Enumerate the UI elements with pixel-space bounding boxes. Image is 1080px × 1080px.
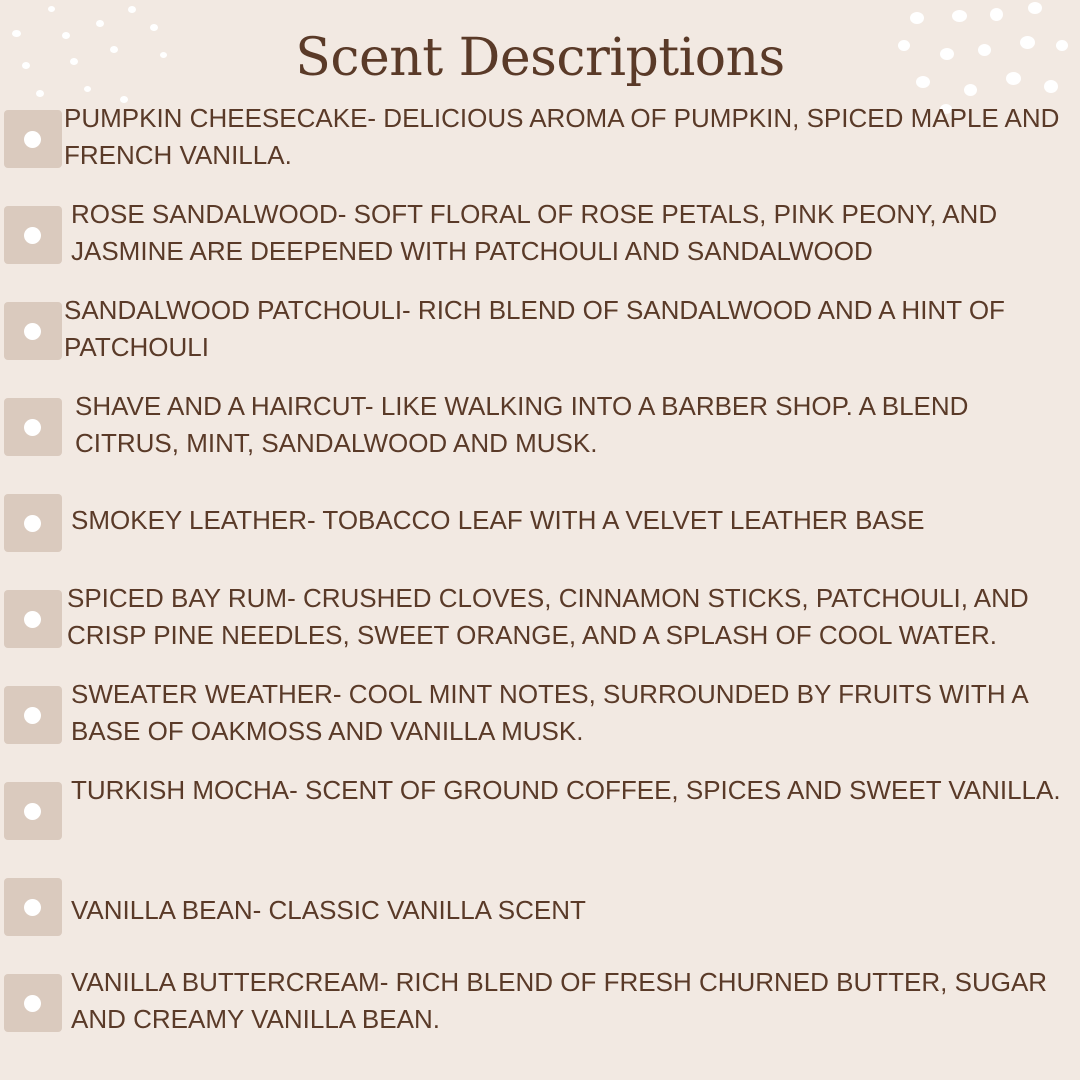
- bullet-marker: [4, 494, 62, 552]
- bullet-marker: [4, 782, 62, 840]
- list-item: [0, 295, 1080, 362]
- list-item: [0, 878, 1080, 938]
- bullet-marker: [4, 974, 62, 1032]
- list-item: [0, 199, 1080, 266]
- scent-description: ROSE SANDALWOOD- SOFT FLORAL OF ROSE PETALS, PINK PEONY, AND JASMINE ARE DEEPENED WITH PATCHOULI AND SANDALWOOD: [71, 199, 998, 266]
- bullet-marker: [4, 398, 62, 456]
- list-item: [0, 103, 1080, 170]
- scent-description: VANILLA BEAN- CLASSIC VANILLA SCENT: [71, 895, 586, 925]
- list-item: [0, 679, 1080, 746]
- bullet-marker: [4, 302, 62, 360]
- scent-description: PUMPKIN CHEESECAKE- DELICIOUS AROMA OF PUMPKIN, SPICED MAPLE AND FRENCH VANILLA.: [64, 103, 1060, 170]
- scent-description: SHAVE AND A HAIRCUT- LIKE WALKING INTO A BARBER SHOP. A BLEND CITRUS, MINT, SANDALWOOD AND MUSK.: [75, 391, 969, 458]
- scent-description: SPICED BAY RUM- CRUSHED CLOVES, CINNAMON STICKS, PATCHOULI, AND CRISP PINE NEEDLES, SWEET ORANGE, AND A SPLASH OF COOL WATER.: [67, 583, 1029, 650]
- scent-description: SMOKEY LEATHER- TOBACCO LEAF WITH A VELVET LEATHER BASE: [71, 505, 925, 535]
- scent-description: SWEATER WEATHER- COOL MINT NOTES, SURROUNDED BY FRUITS WITH A BASE OF OAKMOSS AND VANILLA MUSK.: [71, 679, 1028, 746]
- list-item: [0, 775, 1080, 842]
- scent-description: TURKISH MOCHA- SCENT OF GROUND COFFEE, SPICES AND SWEET VANILLA.: [71, 775, 1061, 805]
- list-item: [0, 494, 1080, 554]
- list-item: [0, 583, 1080, 650]
- page-title: Scent Descriptions: [295, 28, 785, 88]
- bullet-marker: [4, 590, 62, 648]
- bullet-marker: [4, 110, 62, 168]
- bullet-marker: [4, 878, 62, 936]
- scent-description: VANILLA BUTTERCREAM- RICH BLEND OF FRESH CHURNED BUTTER, SUGAR AND CREAMY VANILLA BEAN.: [71, 967, 1048, 1034]
- list-item: [0, 967, 1080, 1034]
- scent-description: SANDALWOOD PATCHOULI- RICH BLEND OF SANDALWOOD AND A HINT OF PATCHOULI: [64, 295, 1005, 362]
- bullet-marker: [4, 206, 62, 264]
- list-item: [0, 391, 1080, 458]
- bullet-marker: [4, 686, 62, 744]
